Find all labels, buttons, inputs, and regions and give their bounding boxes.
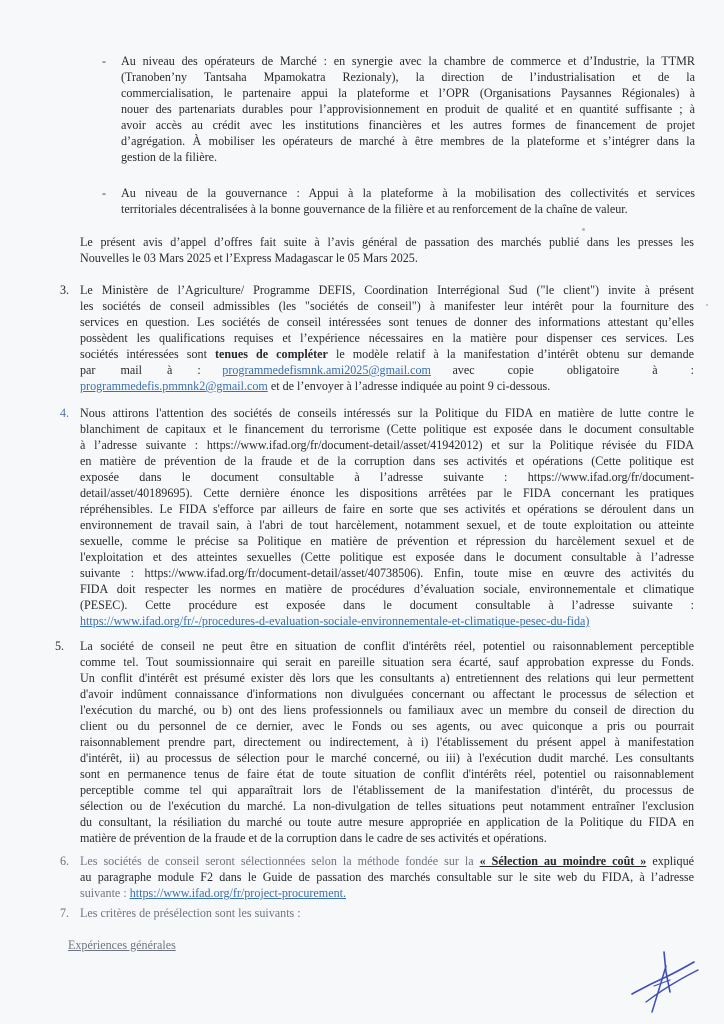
- text-line: les sociétés de conseil admissibles (les "sociétés de conseil") à manifester leur intérêt pour la fourniture des: [80, 299, 694, 313]
- text-line: sélection ou de l'exécution du marché. La non-divulgation de telles situations peut notamment entraîner l'exclusion: [80, 799, 694, 813]
- text-line: services en question. Les sociétés de conseil intéressées sont tenues de donner des informations attestant qu’elles: [80, 315, 694, 329]
- text-line: Les critères de présélection sont les suivants :: [80, 906, 301, 920]
- text-line: d’agrégation. À mobiliser les opérateurs de marché à être membres de la plateforme et s’intégrer dans la: [121, 134, 695, 148]
- section-number: 5.: [55, 639, 65, 653]
- text-line: detail/asset/40189695). Cette dernière énonce les dispositions arrêtées par le FIDA concernant les pratiques: [80, 486, 694, 500]
- section-number: 3.: [60, 283, 70, 297]
- text-line: Le présent avis d’appel d’offres fait suite à l’avis général de passation des marchés publié dans les presses les: [80, 235, 694, 249]
- text-line: possèdent les qualifications requises et l’expérience nécessaires en la matière pour dispenser ces services. Les: [80, 331, 694, 345]
- section-number: 4.: [60, 406, 70, 420]
- text-line: environnement de travail sain, à l'abri de tout harcèlement, notamment sexuel, et de toute exploitation ou atteinte: [80, 518, 694, 532]
- text-line: Au niveau des opérateurs de Marché : en synergie avec la chambre de commerce et d’Industrie, la TTMR: [121, 54, 695, 68]
- email-copy-link[interactable]: programmedefis.pmmnk2@gmail.com: [80, 379, 268, 393]
- text-line: du consultant, la résiliation du marché ou toute autre mesure appropriée en application de la Politique du FIDA en: [80, 815, 694, 829]
- bullet-market-operators: [121, 53, 695, 165]
- section-4: [80, 405, 694, 629]
- subheading-general-experience: Expériences générales: [68, 938, 176, 952]
- text-line: La société de conseil ne peut être en situation de conflit d'intérêts réel, potentiel ou raisonnablement perceptible: [80, 639, 694, 653]
- section-5: [80, 638, 694, 846]
- text-line: comme tel. Tout soumissionnaire qui serait en pareille situation sera écarté, sauf approbation expresse du Fonds.: [80, 655, 694, 669]
- text-line: sexuelle, comme le précise sa Politique en matière de prévention et répression du harcèlement sexuel et de: [80, 534, 694, 548]
- text-line: en matière de prévention de la fraude et de la corruption dans ses activités et opérations (Cette politique est: [80, 454, 694, 468]
- text-run: et de l’envoyer à l’adresse indiquée au point 9 ci-dessous.: [267, 379, 551, 393]
- text-line: territoriales décentralisées à la bonne gouvernance de la filière et au renforcement de la chaîne de valeur.: [121, 202, 628, 216]
- section-number: 6.: [60, 854, 70, 868]
- text-line: répréhensibles. Le FIDA s'efforce par ailleurs de faire en sorte que ses activités et opérations se déroulent dans un: [80, 502, 694, 516]
- text-line: [80, 885, 694, 901]
- text-line: [80, 853, 694, 869]
- text-run: suivante :: [80, 886, 130, 900]
- text-line: [80, 346, 694, 362]
- bullet-dash: -: [102, 54, 106, 68]
- text-run: sociétés intéressées sont: [80, 347, 216, 361]
- text-line: FIDA doit respecter les normes en matière de procédures d’évaluation sociale, environnementale et climatique: [80, 582, 694, 596]
- text-line: Un conflit d'intérêt est présumé exister dès lors que les consultants a) entretiennent des relations qui leur permettent: [80, 671, 694, 685]
- bullet-dash: -: [102, 186, 106, 200]
- section-6: [80, 853, 694, 901]
- text-line: suivante : https://www.ifad.org/fr/document-detail/asset/40738506). Enfin, toute mise en œuvre des activités du: [80, 566, 694, 580]
- bold-run: tenues de compléter: [215, 347, 328, 361]
- text-line: nouer des partenariats durables pour l’approvisionnement en produit de qualité et en quantité suffisante ; à: [121, 102, 695, 116]
- section-7: [80, 905, 694, 921]
- text-line: (PESEC). Cette procédure est exposée dans le document consultable à l’adresse suivante :: [80, 598, 694, 612]
- text-line: Nouvelles le 03 Mars 2025 et l’Express Madagascar le 05 Mars 2025.: [80, 251, 418, 265]
- text-line: à l’adresse suivante : https://www.ifad.org/fr/document-detail/asset/41942012) et sur la Politique révisée du FIDA: [80, 438, 694, 452]
- text-line: Nous attirons l'attention des sociétés de conseils intéressés sur la Politique du FIDA en matière de lutte contre le: [80, 406, 694, 420]
- section-number: 7.: [60, 906, 70, 920]
- text-line: perceptible comme tel qui apparaîtrait lors de l'établissement de la manifestation d'intérêt, du processus de: [80, 783, 694, 797]
- text-line: raisonnablement prendre part, directement ou indirectement, à i) l'établissement du présent appel à manifestation: [80, 735, 694, 749]
- scan-artifact: [582, 228, 585, 231]
- text-line: sont en permanence tenus de faire état de toute situation de conflit d'intérêts réel, potentiel ou raisonnablement: [80, 767, 694, 781]
- text-line: (Tranoben’ny Tantsaha Mpamokatra Rezionaly), la direction de l’industrialisation et de la: [121, 70, 695, 84]
- section-3: [80, 282, 694, 394]
- intro-paragraph: [80, 234, 694, 266]
- text-line: commercialisation, le partenaire appui la plateforme et l’OPR (Organisations Paysannes Régionales) à: [121, 86, 695, 100]
- text-line: [80, 362, 694, 378]
- pesec-link[interactable]: https://www.ifad.org/fr/-/procedures-d-evaluation-sociale-environnementale-et-climatique-pesec-du-fida): [80, 614, 590, 628]
- text-run: par mail à :: [80, 363, 201, 377]
- text-line: l'exploitation et des atteintes sexuelles (Cette politique est exposée dans le document consultable à l’adresse: [80, 550, 694, 564]
- text-line: exposée dans le document consultable à l’adresse suivante : https://www.ifad.org/fr/document-: [80, 470, 694, 484]
- text-line: Le Ministère de l’Agriculture/ Programme DEFIS, Coordination Interrégional Sud ("le client") invite à présent: [80, 283, 694, 297]
- bullet-governance: [121, 185, 695, 217]
- text-run: Les sociétés de conseil seront sélectionnées selon la méthode fondée sur la: [80, 854, 480, 868]
- text-line: d'intérêt, ii) au processus de sélection pour le marché concerné, ou iii) à l'exécution dudit marché. Les consultants: [80, 751, 694, 765]
- text-line: matière de prévention de la fraude et de la corruption dans le cadre de ses activités et opérations.: [80, 831, 547, 845]
- procurement-link[interactable]: https://www.ifad.org/fr/project-procurement.: [129, 886, 347, 900]
- text-run: le modèle relatif à la manifestation d’intérêt obtenu sur demande: [327, 347, 694, 361]
- text-run: expliqué: [646, 854, 694, 868]
- text-line: Au niveau de la gouvernance : Appui à la plateforme à la mobilisation des collectivités et services: [121, 186, 695, 200]
- bold-underlined-run: « Sélection au moindre coût »: [479, 854, 647, 868]
- signature-scribble: [630, 950, 700, 1020]
- text-line: [80, 378, 694, 394]
- text-run: avec copie obligatoire à :: [452, 363, 694, 377]
- text-line: gestion de la filière.: [121, 150, 218, 164]
- text-line: avoir accès au crédit avec les institutions financières et les autres formes de financement de projet: [121, 118, 695, 132]
- text-line: au paragraphe module F2 dans le Guide de passation des marchés consultable sur le site web du FIDA, à l’adresse: [80, 870, 694, 884]
- text-line: blanchiment de capitaux et le financement du terrorisme (Cette politique est exposée dans le document consultable: [80, 422, 694, 436]
- email-primary-link[interactable]: programmedefismnk.ami2025@gmail.com: [222, 363, 431, 377]
- text-line: l'exécution du marché, ou b) ont des liens professionnels ou familiaux avec un membre du conseil de direction du: [80, 703, 694, 717]
- text-line: client ou du personnel de ce dernier, avec le Fonds ou ses agents, ou avec quiconque a pris ou pourrait: [80, 719, 694, 733]
- scan-artifact: [706, 304, 708, 306]
- text-line: [80, 613, 694, 629]
- text-line: d'avoir indûment connaissance d'informations non divulguées concernant ou affectant le processus de sélection et: [80, 687, 694, 701]
